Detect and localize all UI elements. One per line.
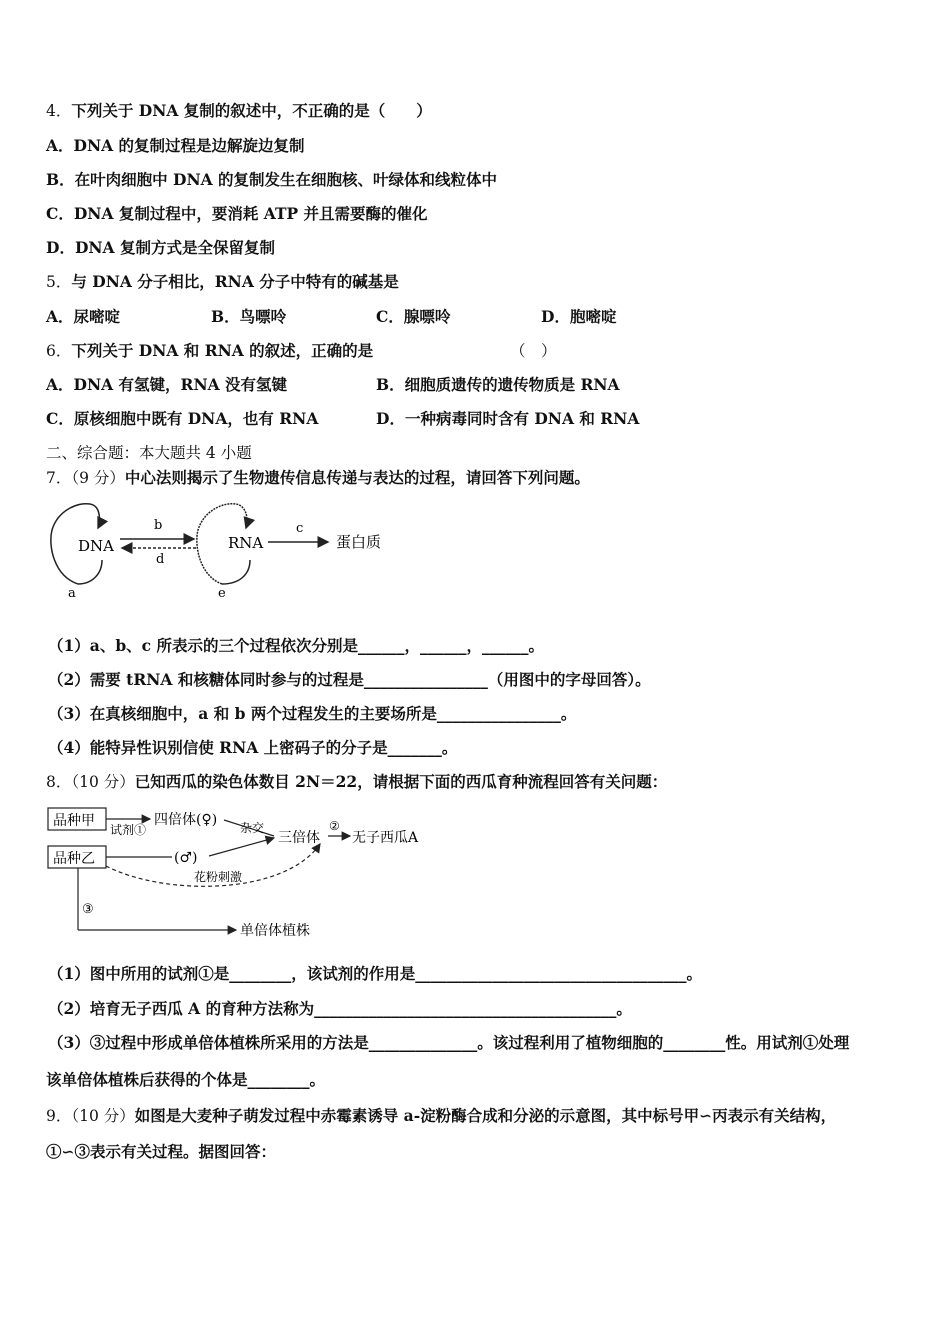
q6-option-c: C．原核细胞中既有 DNA，也有 RNA xyxy=(46,409,319,428)
q7-number: 7． xyxy=(46,469,72,487)
label-b: b xyxy=(154,518,163,533)
q5-option-c: C．腺嘌呤 xyxy=(376,307,451,326)
pollen-label: 花粉刺激 xyxy=(194,870,243,884)
q8-number: 8． xyxy=(46,773,72,791)
q8-sub1: （1）图中所用的试剂①是________，该试剂的作用是___________________________________。 xyxy=(48,964,703,983)
male-label: (♂) xyxy=(174,850,198,866)
q7-sub3: （3）在真核细胞中，a 和 b 两个过程发生的主要场所是________________。 xyxy=(48,704,577,723)
q7-sub2: （2）需要 tRNA 和核糖体同时参与的过程是________________（用图中的字母回答）。 xyxy=(48,670,651,689)
dna-label: DNA xyxy=(78,537,114,555)
variety-a-label: 品种甲 xyxy=(53,813,95,829)
q8-stem xyxy=(46,772,667,792)
q6-option-b: B．细胞质遗传的遗传物质是 RNA xyxy=(376,375,620,394)
q7-sub1: （1）a、b、c 所表示的三个过程依次分别是______，______，______。 xyxy=(48,636,545,655)
q4-stem xyxy=(46,101,432,121)
q8-sub2: （2）培育无子西瓜 A 的育种方法称为_______________________________________。 xyxy=(48,999,632,1018)
q4-option-c: C．DNA 复制过程中，要消耗 ATP 并且需要酶的催化 xyxy=(46,204,428,223)
q7-stem xyxy=(46,468,590,488)
section-heading: 二、综合题：本大题共 4 小题 xyxy=(46,444,252,462)
protein-label: 蛋白质 xyxy=(336,533,382,551)
watermelon-breeding-diagram xyxy=(44,800,444,945)
q8-sub3-continued: 该单倍体植株后获得的个体是________。 xyxy=(46,1070,326,1089)
q8-stem-text: 已知西瓜的染色体数目 2N＝22，请根据下面的西瓜育种流程回答有关问题： xyxy=(134,772,668,791)
q9-score: （10 分） xyxy=(71,1107,135,1125)
q5-option-b: B．鸟嘌呤 xyxy=(211,307,287,326)
q4-stem-text: 下列关于 DNA 复制的叙述中，不正确的是（ ） xyxy=(71,101,432,120)
q6-answer-bracket: （ ） xyxy=(510,342,557,360)
q6-stem xyxy=(46,341,373,361)
rna-label: RNA xyxy=(228,534,264,552)
seedless-label: 无子西瓜A xyxy=(352,830,419,846)
replication-loop-a-right xyxy=(78,560,102,584)
cross-label: 杂交 xyxy=(240,821,265,835)
q6-stem-text: 下列关于 DNA 和 RNA 的叙述，正确的是 xyxy=(71,341,374,360)
q4-option-d: D．DNA 复制方式是全保留复制 xyxy=(46,238,275,257)
label-c: c xyxy=(296,521,304,536)
q8-sub3: （3）③过程中形成单倍体植株所采用的方法是______________。该过程利用了植物细胞的________性。用试剂①处理 xyxy=(48,1033,850,1052)
label-d: d xyxy=(156,552,165,567)
q6-option-a: A．DNA 有氢键，RNA 没有氢键 xyxy=(46,375,288,394)
step3-label: ③ xyxy=(82,902,94,917)
q5-number: 5． xyxy=(46,273,72,291)
q9-stem-continued: ①∽③表示有关过程。据图回答： xyxy=(46,1142,276,1161)
q8-score: （10 分） xyxy=(71,773,135,791)
q7-score: （9 分） xyxy=(71,469,125,487)
q9-stem xyxy=(46,1106,836,1126)
q7-stem-text: 中心法则揭示了生物遗传信息传递与表达的过程，请回答下列问题。 xyxy=(124,468,590,487)
label-a: a xyxy=(68,586,76,601)
q6-option-d: D．一种病毒同时含有 DNA 和 RNA xyxy=(376,409,640,428)
q7-sub4: （4）能特异性识别信使 RNA 上密码子的分子是_______。 xyxy=(48,738,458,757)
q5-option-d: D．胞嘧啶 xyxy=(541,307,617,326)
variety-b-label: 品种乙 xyxy=(53,851,95,867)
step2-label: ② xyxy=(329,819,340,833)
reagent-label: 试剂① xyxy=(110,823,147,837)
q4-number: 4． xyxy=(46,102,72,120)
haploid-label: 单倍体植株 xyxy=(240,923,310,939)
q5-option-a: A．尿嘧啶 xyxy=(46,307,121,326)
q9-stem-text: 如图是大麦种子萌发过程中赤霉素诱导 a-淀粉酶合成和分泌的示意图，其中标号甲∽丙表示有关结构， xyxy=(134,1106,837,1125)
q5-stem-text: 与 DNA 分子相比，RNA 分子中特有的碱基是 xyxy=(71,272,399,291)
q4-option-b: B．在叶肉细胞中 DNA 的复制发生在细胞核、叶绿体和线粒体中 xyxy=(46,170,498,189)
tetraploid-label: 四倍体(♀) xyxy=(154,812,218,828)
q6-number: 6． xyxy=(46,342,72,360)
label-e: e xyxy=(218,586,226,601)
triploid-label: 三倍体 xyxy=(278,830,320,846)
replication-loop-e-right xyxy=(222,560,250,584)
q5-stem xyxy=(46,272,399,292)
cross-line-lower xyxy=(209,838,274,856)
q9-number: 9． xyxy=(46,1107,72,1125)
central-dogma-diagram xyxy=(44,500,394,602)
q4-option-a: A．DNA 的复制过程是边解旋边复制 xyxy=(46,136,305,155)
